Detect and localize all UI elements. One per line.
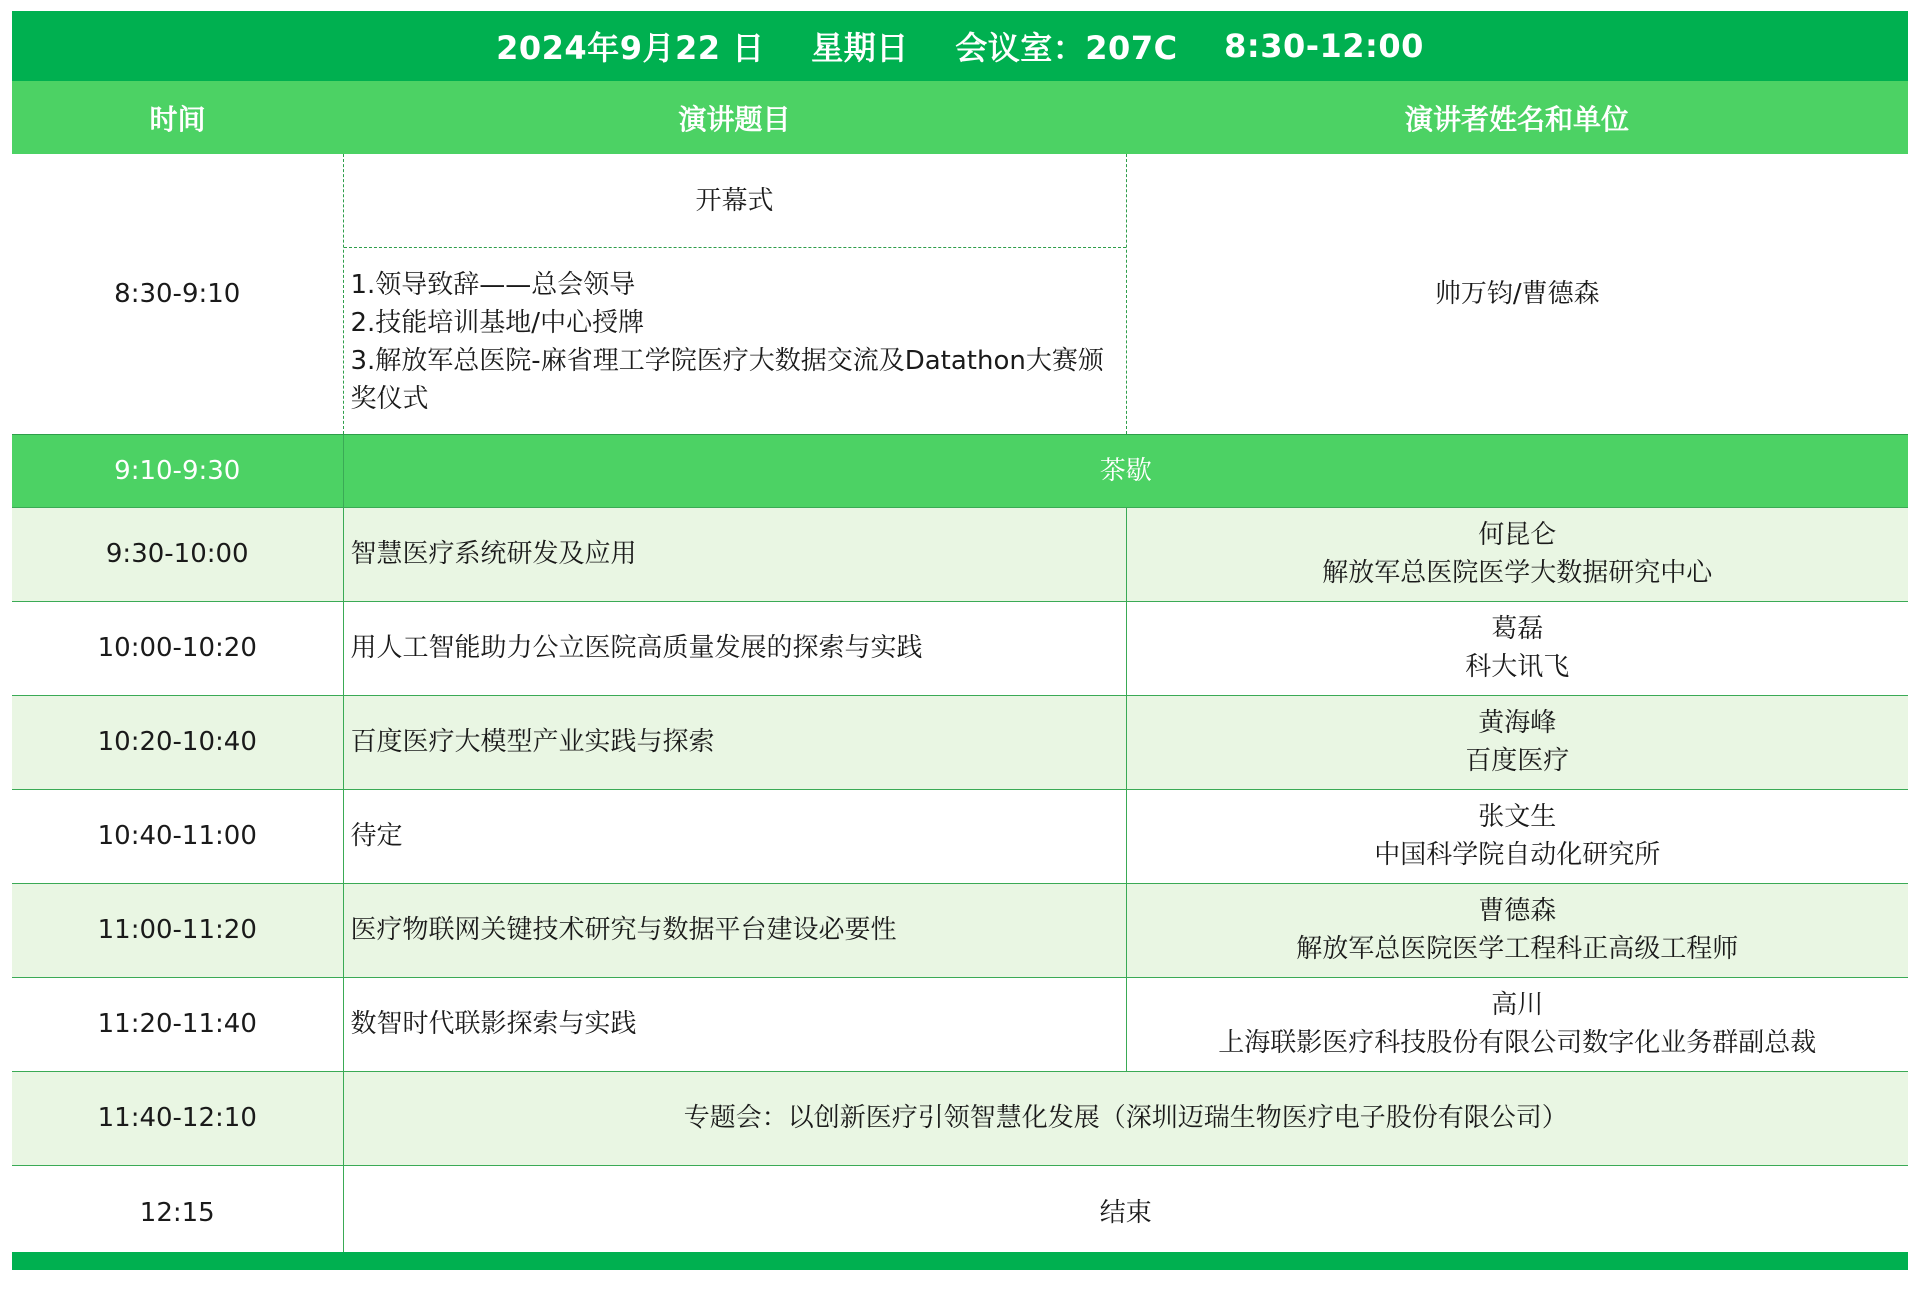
talk-topic: 用人工智能助力公立医院高质量发展的探索与实践	[343, 601, 1126, 695]
speaker-org: 中国科学院自动化研究所	[1374, 840, 1661, 870]
title-date: 2024年9月22 日	[496, 29, 765, 67]
speaker-org: 解放军总医院医学工程科正高级工程师	[1296, 934, 1739, 964]
schedule-table	[12, 154, 1908, 1260]
speaker-name: 曹德森	[1478, 896, 1557, 926]
tea-break-row	[12, 434, 1908, 507]
title-room: 会议室：207C	[955, 29, 1178, 67]
talk-time: 11:20-11:40	[12, 977, 343, 1071]
speaker-name: 张文生	[1478, 802, 1557, 832]
talk-row	[12, 977, 1908, 1071]
speaker-name: 黄海峰	[1478, 708, 1557, 738]
header-speaker: 演讲者姓名和单位	[1404, 102, 1629, 136]
talk-speaker	[1126, 883, 1908, 977]
opening-item: 3.解放军总医院-麻省理工学院医疗大数据交流及Datathon大赛颁奖仪式	[350, 346, 1104, 414]
speaker-org: 解放军总医院医学大数据研究中心	[1322, 558, 1713, 588]
talk-topic: 医疗物联网关键技术研究与数据平台建设必要性	[343, 883, 1126, 977]
talk-topic: 待定	[343, 789, 1126, 883]
title-time-range: 8:30-12:00	[1224, 27, 1424, 65]
symposium-row	[12, 1071, 1908, 1165]
talk-speaker	[1126, 789, 1908, 883]
speaker-name: 何昆仑	[1478, 520, 1557, 550]
opening-time: 8:30-9:10	[12, 154, 343, 434]
talk-speaker	[1126, 695, 1908, 789]
speaker-org: 百度医疗	[1465, 746, 1570, 776]
opening-item: 2.技能培训基地/中心授牌	[350, 308, 645, 338]
opening-speakers: 帅万钧/曹德森	[1126, 154, 1908, 434]
talk-time: 9:30-10:00	[12, 507, 343, 601]
schedule-title-bar	[12, 11, 1908, 81]
talk-row	[12, 601, 1908, 695]
symposium-time: 11:40-12:10	[12, 1071, 343, 1165]
talk-speaker	[1126, 507, 1908, 601]
talk-row	[12, 695, 1908, 789]
speaker-org: 科大讯飞	[1465, 652, 1570, 682]
talk-speaker	[1126, 977, 1908, 1071]
closing-label: 结束	[343, 1165, 1908, 1260]
talk-row	[12, 507, 1908, 601]
talk-row	[12, 883, 1908, 977]
closing-row	[12, 1165, 1908, 1260]
talk-time: 10:20-10:40	[12, 695, 343, 789]
opening-row	[12, 154, 1908, 434]
opening-items	[344, 248, 1126, 414]
bottom-bar	[12, 1252, 1908, 1270]
title-weekday: 星期日	[811, 29, 909, 67]
talk-topic: 智慧医疗系统研发及应用	[343, 507, 1126, 601]
symposium-label: 专题会：以创新医疗引领智慧化发展（深圳迈瑞生物医疗电子股份有限公司）	[343, 1071, 1908, 1165]
speaker-org: 上海联影医疗科技股份有限公司数字化业务群副总裁	[1218, 1028, 1817, 1058]
speaker-name: 葛磊	[1491, 614, 1544, 644]
column-header-row	[12, 81, 1908, 154]
tea-break-time: 9:10-9:30	[12, 434, 343, 507]
closing-time: 12:15	[139, 1197, 215, 1228]
header-time: 时间	[149, 102, 206, 136]
talk-topic: 数智时代联影探索与实践	[343, 977, 1126, 1071]
talk-time: 11:00-11:20	[12, 883, 343, 977]
talk-row	[12, 789, 1908, 883]
header-topic: 演讲题目	[678, 102, 791, 136]
tea-break-label: 茶歇	[343, 434, 1908, 507]
opening-label: 开幕式	[344, 154, 1126, 248]
opening-topic-cell	[343, 154, 1126, 434]
talk-time: 10:00-10:20	[12, 601, 343, 695]
talk-speaker	[1126, 601, 1908, 695]
talk-topic: 百度医疗大模型产业实践与探索	[343, 695, 1126, 789]
schedule-sheet	[12, 11, 1908, 1278]
opening-item: 1.领导致辞——总会领导	[350, 270, 636, 300]
talk-time: 10:40-11:00	[12, 789, 343, 883]
speaker-name: 高川	[1491, 990, 1544, 1020]
